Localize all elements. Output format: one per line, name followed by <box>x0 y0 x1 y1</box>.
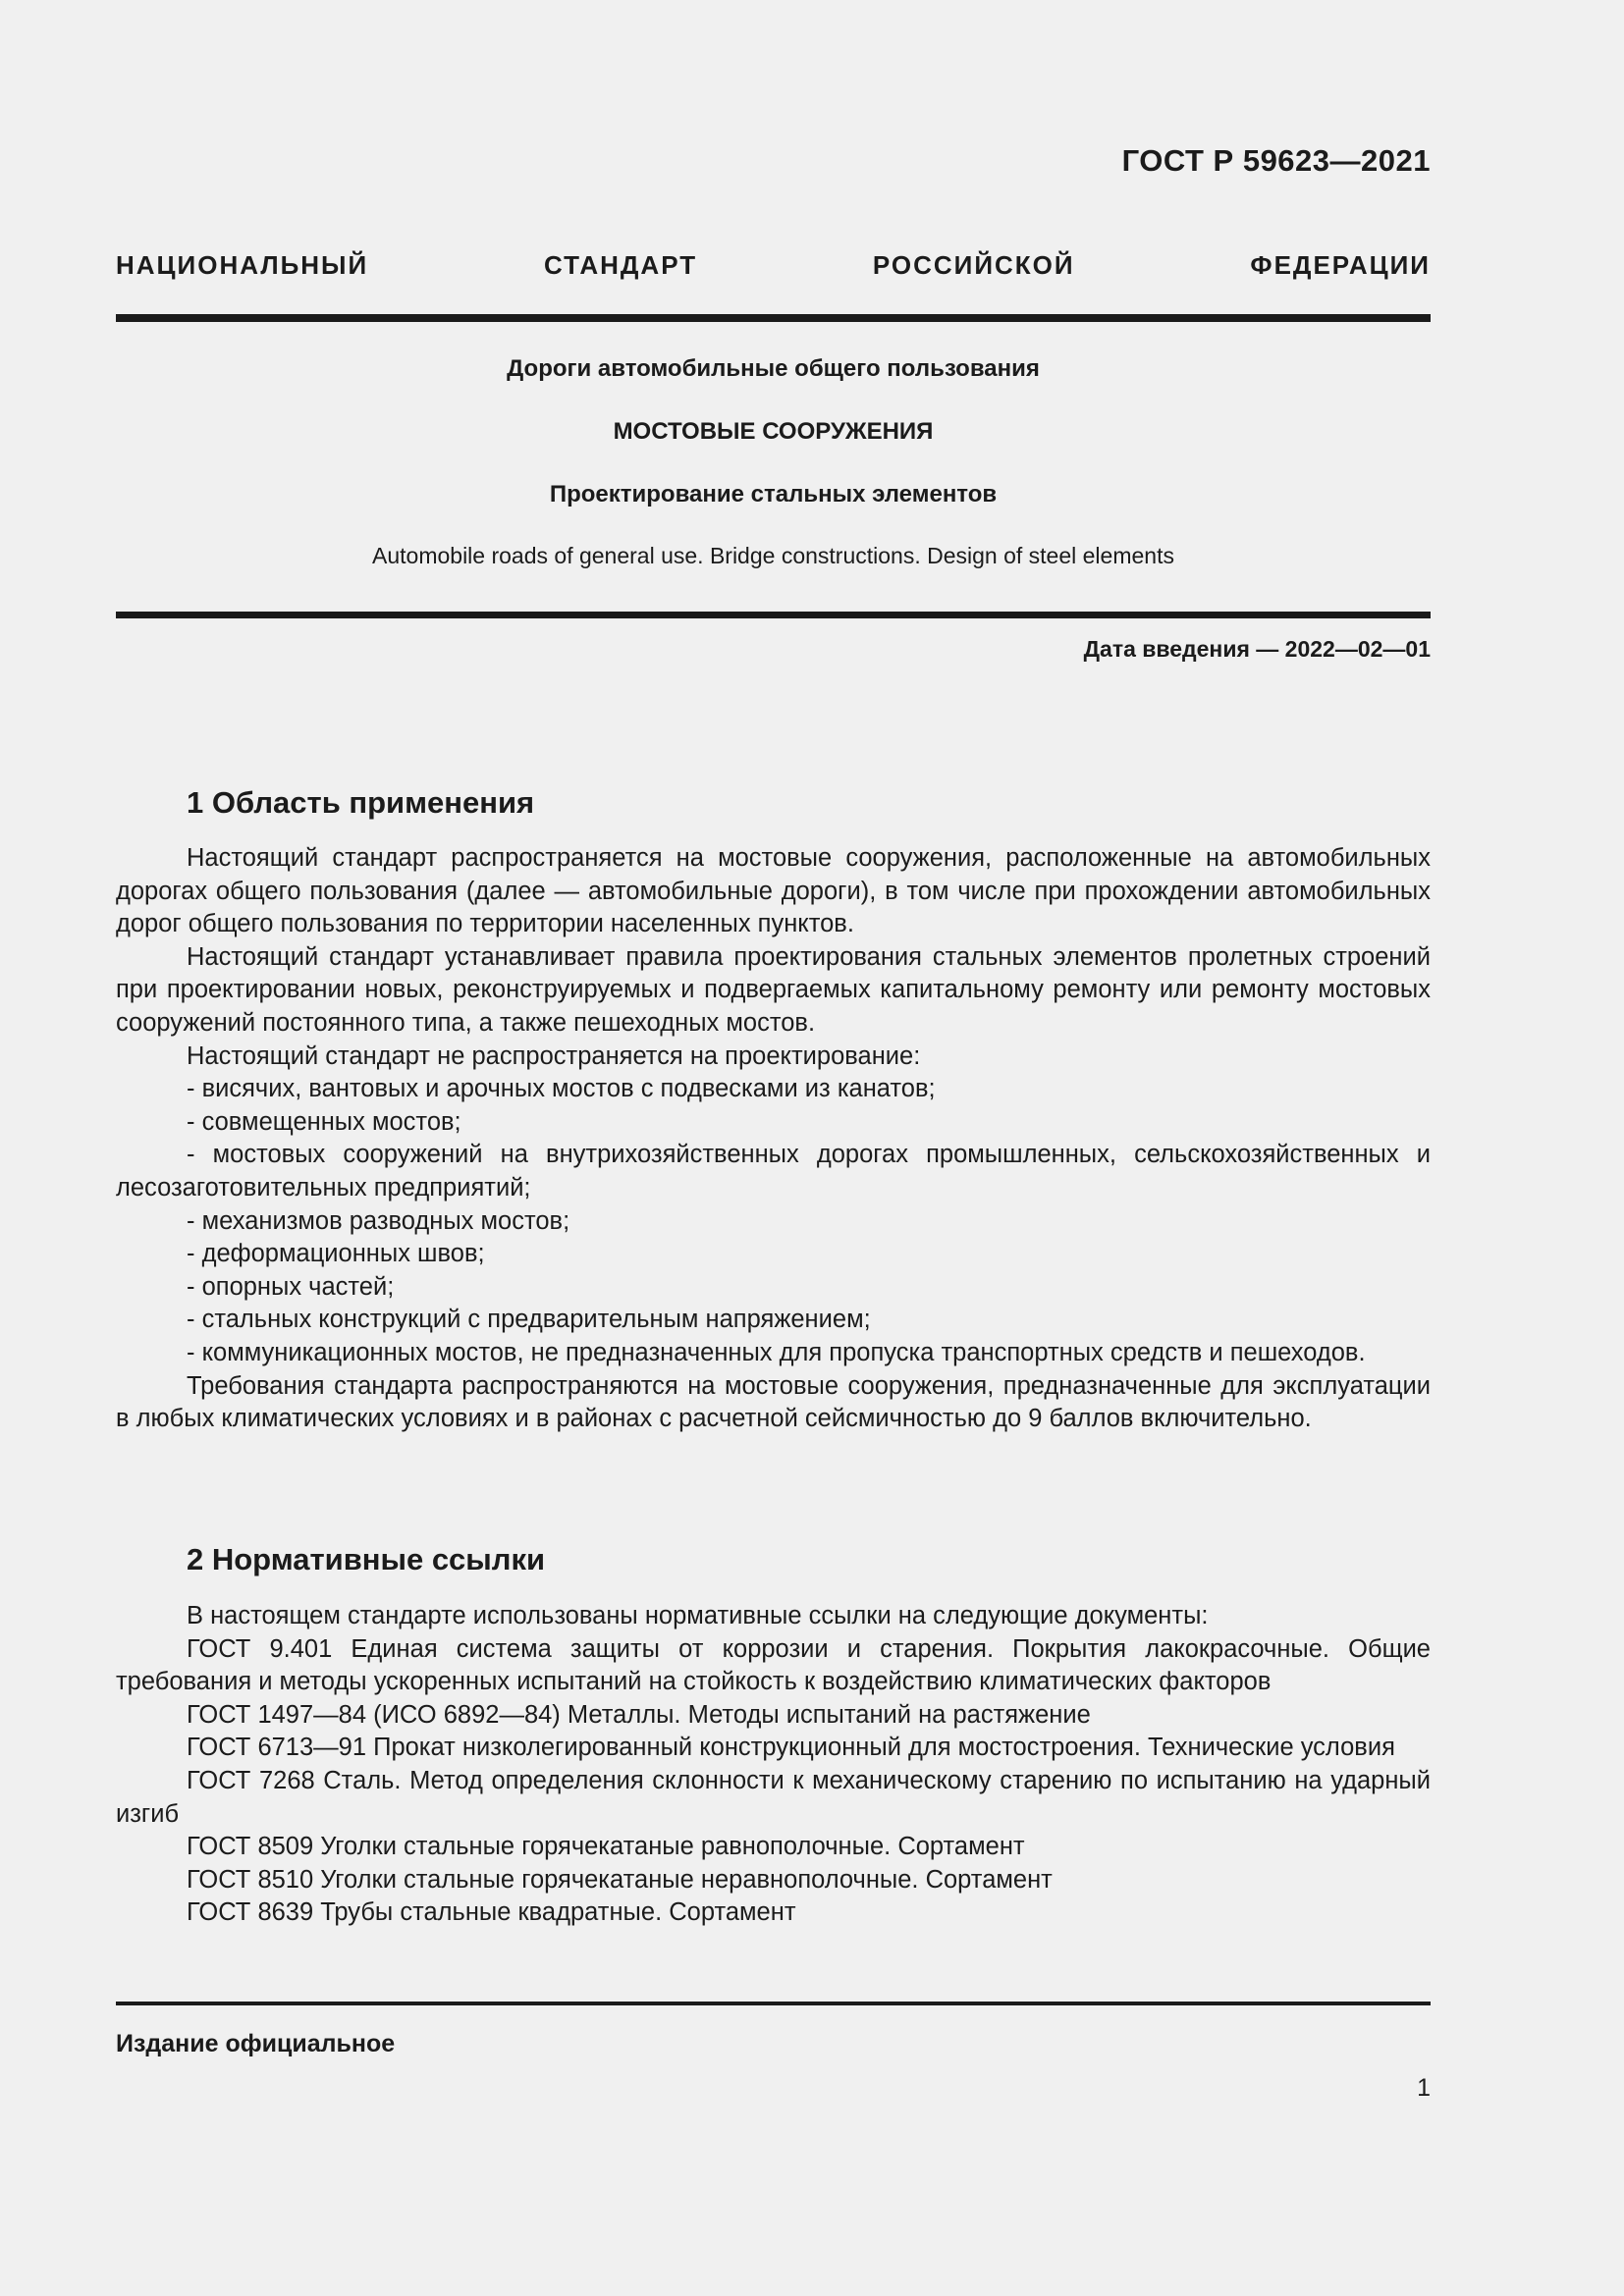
reference-item: ГОСТ 1497—84 (ИСО 6892—84) Металлы. Методы испытаний на растяжение <box>187 1700 1091 1729</box>
section-1-body <box>116 842 1431 1436</box>
reference-item: ГОСТ 8639 Трубы стальные квадратные. Сортамент <box>187 1898 796 1927</box>
official-edition: Издание официальное <box>116 2030 396 2057</box>
title-english: Automobile roads of general use. Bridge constructions. Design of steel elements <box>372 543 1174 568</box>
section-2-body <box>116 1600 1431 1930</box>
introduction-date: Дата введения — 2022—02—01 <box>1083 636 1431 662</box>
title-line-3: Проектирование стальных элементов <box>549 481 998 507</box>
list-item: - механизмов разводных мостов; <box>187 1206 570 1235</box>
reference-item: ГОСТ 9.401 Единая система защиты от коррозии и старения. Покрытия лакокрасочные. Общие требования и методы ускоренных испытаний на стойкость к воздействию климатических факторов <box>116 1634 1431 1696</box>
reference-item: ГОСТ 8509 Уголки стальные горячекатаные равнополочные. Сортамент <box>187 1833 1025 1861</box>
list-item: - деформационных швов; <box>187 1240 485 1268</box>
title-rule <box>116 612 1431 618</box>
paragraph: Требования стандарта распространяются на мостовые сооружения, предназначенные для эксплуатации в любых климатических условиях и в районах с расчетной сейсмичностью до 9 баллов включительно. <box>116 1371 1431 1433</box>
paragraph: В настоящем стандарте использованы нормативные ссылки на следующие документы: <box>187 1602 1209 1629</box>
section-2-heading: 2 Нормативные ссылки <box>187 1542 546 1576</box>
title-line-2: МОСТОВЫЕ СООРУЖЕНИЯ <box>613 418 934 445</box>
footer-rule <box>116 2002 1431 2005</box>
reference-item: ГОСТ 6713—91 Прокат низколегированный конструкционный для мостостроения. Технические условия <box>187 1734 1395 1762</box>
reference-item: ГОСТ 8510 Уголки стальные горячекатаные неравнополочные. Сортамент <box>187 1865 1053 1894</box>
list-item: - совмещенных мостов; <box>187 1107 461 1136</box>
list-item: - мостовых сооружений на внутрихозяйственных дорогах промышленных, сельскохозяйственных и лесозаготовительных предприятий; <box>116 1141 1431 1201</box>
reference-item: ГОСТ 7268 Сталь. Метод определения склонности к механическому старению по испытанию на ударный изгиб <box>116 1766 1431 1828</box>
list-item: - стальных конструкций с предварительным напряжением; <box>187 1306 871 1334</box>
header-rule <box>116 314 1431 322</box>
standard-type: НАЦИОНАЛЬНЫЙ СТАНДАРТ РОССИЙСКОЙ ФЕДЕРАЦИИ <box>116 250 1431 280</box>
list-item: - коммуникационных мостов, не предназначенных для пропуска транспортных средств и пешеходов. <box>187 1338 1366 1366</box>
list-item: - висячих, вантовых и арочных мостов с подвесками из канатов; <box>187 1075 936 1103</box>
paragraph: Настоящий стандарт распространяется на мостовые сооружения, расположенные на автомобильных дорогах общего пользования (далее — автомобильные дороги), в том числе при прохождении автомобильных дорог общего пользования по территории населенных пунктов. <box>116 844 1431 938</box>
title-line-1: Дороги автомобильные общего пользования <box>507 355 1040 382</box>
list-item: - опорных частей; <box>187 1272 395 1301</box>
standard-number: ГОСТ Р 59623—2021 <box>1121 143 1431 178</box>
paragraph: Настоящий стандарт не распространяется на проектирование: <box>187 1041 921 1070</box>
page-number: 1 <box>1417 2074 1431 2102</box>
paragraph: Настоящий стандарт устанавливает правила проектирования стальных элементов пролетных строений при проектировании новых, реконструируемых и подвергаемых капитальному ремонту или ремонту мостовых сооружений постоянного типа, а также пешеходных мостов. <box>116 942 1431 1037</box>
section-1-heading: 1 Область применения <box>187 785 535 820</box>
